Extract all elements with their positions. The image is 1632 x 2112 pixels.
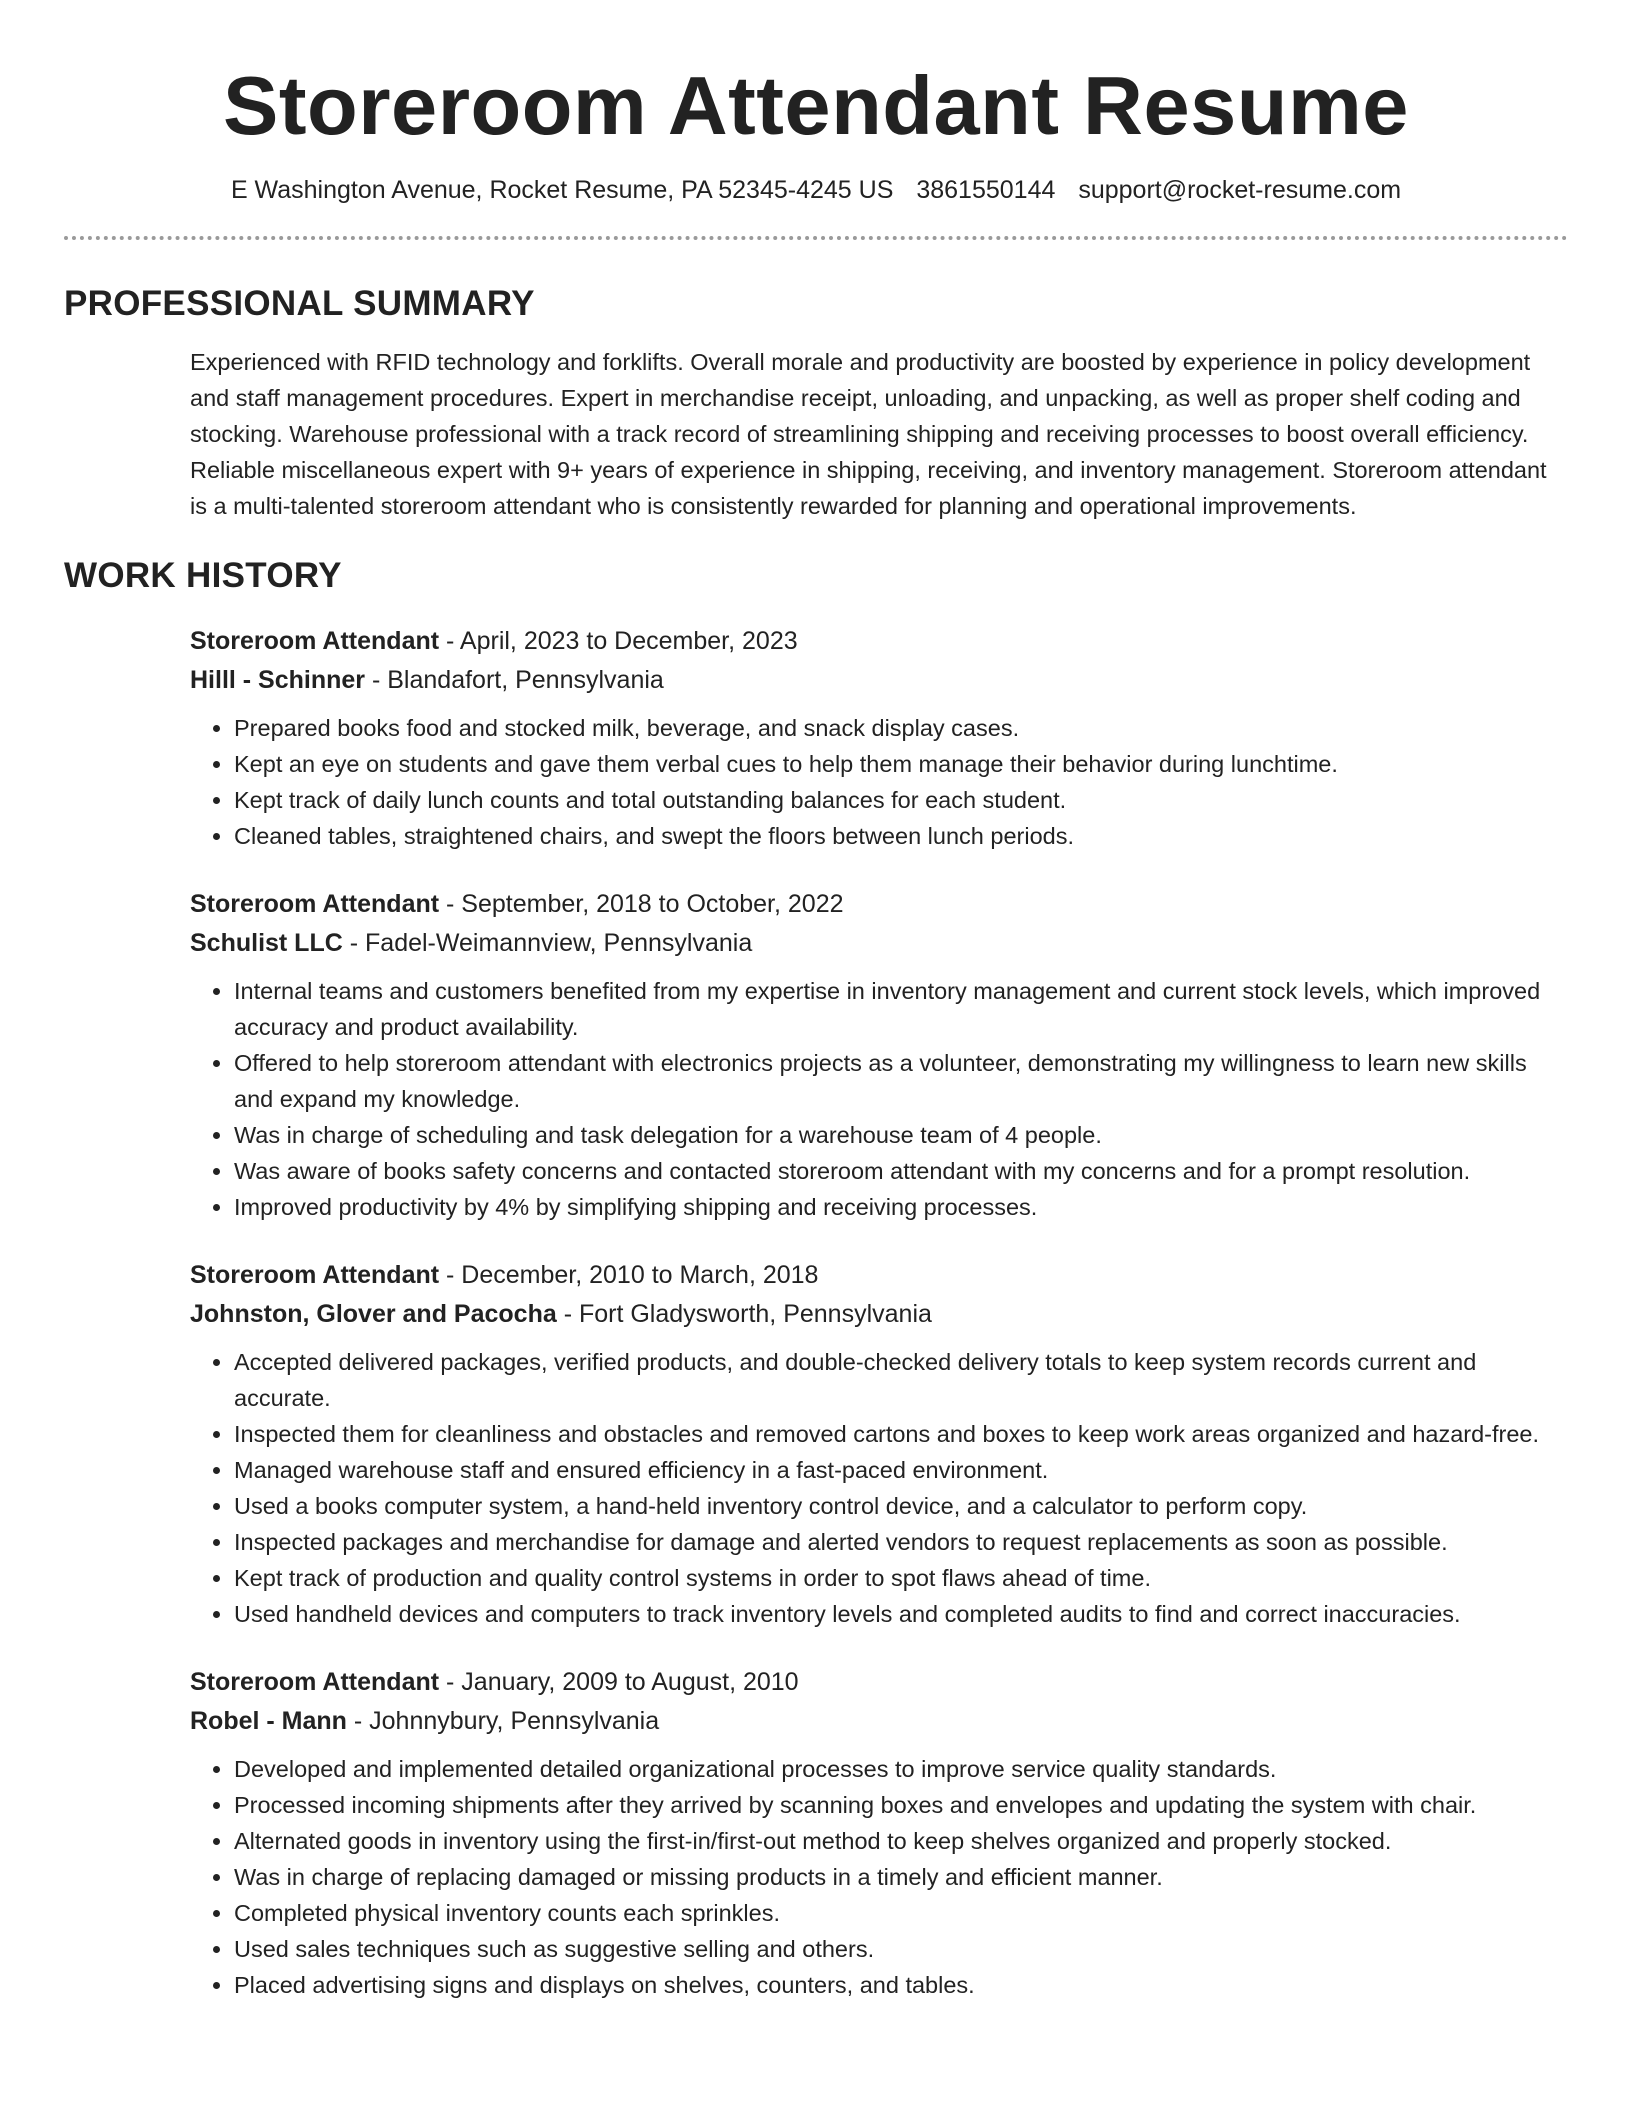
job-bullet: • Inspected them for cleanliness and obstacles and removed cartons and boxes to keep work areas organized and hazard-free. [234, 1416, 1568, 1452]
job-bullet: • Developed and implemented detailed organizational processes to improve service quality standards. [234, 1751, 1568, 1787]
job-role: Storeroom Attendant [190, 1668, 440, 1696]
job-bullets [190, 1751, 1568, 2003]
job-bullet: • Alternated goods in inventory using the first-in/first-out method to keep shelves organized and properly stocked. [234, 1823, 1568, 1859]
job-company-line [190, 924, 1568, 963]
job-role-line [190, 1663, 1568, 1702]
contact-phone: 3861550144 [916, 176, 1056, 204]
job-dates: - January, 2009 to August, 2010 [439, 1668, 799, 1696]
job-role-line [190, 1256, 1568, 1295]
job-bullet: • Was in charge of scheduling and task delegation for a warehouse team of 4 people. [234, 1117, 1568, 1153]
job-company-line [190, 1295, 1568, 1334]
job-bullet: • Was aware of books safety concerns and contacted storeroom attendant with my concerns and for a prompt resolution. [234, 1153, 1568, 1189]
job-company-line [190, 661, 1568, 700]
job-entry [190, 622, 1568, 854]
resume-page [64, 0, 1568, 2003]
job-role-line [190, 885, 1568, 924]
job-bullets [190, 710, 1568, 854]
summary-text: Experienced with RFID technology and forklifts. Overall morale and productivity are boosted by experience in policy development and staff management procedures. Expert in merchandise receipt, unloading, and unpacking, as well as proper shelf coding and stocking. Warehouse professional with a track record of streamlining shipping and receiving processes to boost overall efficiency. Reliable miscellaneous expert with 9+ years of experience in shipping, receiving, and inventory management. Storeroom attendant is a multi-talented storeroom attendant who is consistently rewarded for planning and operational improvements. [190, 349, 1547, 519]
job-entry [190, 1663, 1568, 2003]
job-bullet: • Accepted delivered packages, verified products, and double-checked delivery totals to keep system records current and accurate. [234, 1344, 1568, 1416]
job-bullet: • Used handheld devices and computers to track inventory levels and completed audits to find and correct inaccuracies. [234, 1596, 1568, 1632]
job-bullet: • Prepared books food and stocked milk, beverage, and snack display cases. [234, 710, 1568, 746]
contact-email: support@rocket-resume.com [1078, 176, 1402, 204]
contact-address: E Washington Avenue, Rocket Resume, PA 52345-4245 US [230, 176, 894, 204]
job-bullets [190, 1344, 1568, 1632]
job-role-line [190, 622, 1568, 661]
job-company: Hilll - Schinner [190, 666, 366, 694]
contact-line [64, 174, 1568, 206]
job-company: Schulist LLC [190, 929, 343, 957]
job-company: Johnston, Glover and Pacocha [190, 1300, 557, 1328]
job-location: - Johnnybury, Pennsylvania [346, 1707, 660, 1735]
job-bullet: • Was in charge of replacing damaged or missing products in a timely and efficient manner. [234, 1859, 1568, 1895]
job-bullet: • Offered to help storeroom attendant with electronics projects as a volunteer, demonstrating my willingness to learn new skills and expand my knowledge. [234, 1045, 1568, 1117]
job-dates: - April, 2023 to December, 2023 [439, 627, 798, 655]
job-bullet: • Used a books computer system, a hand-held inventory control device, and a calculator to perform copy. [234, 1488, 1568, 1524]
job-role: Storeroom Attendant [190, 890, 440, 918]
job-role: Storeroom Attendant [190, 1261, 440, 1289]
job-bullet: • Internal teams and customers benefited from my expertise in inventory management and current stock levels, which improved accuracy and product availability. [234, 973, 1568, 1045]
job-bullet: • Completed physical inventory counts each sprinkles. [234, 1895, 1568, 1931]
job-bullet: • Processed incoming shipments after they arrived by scanning boxes and envelopes and updating the system with chair. [234, 1787, 1568, 1823]
job-entry [190, 885, 1568, 1225]
job-entry [190, 1256, 1568, 1632]
job-location: - Fort Gladysworth, Pennsylvania [556, 1300, 932, 1328]
job-bullet: • Cleaned tables, straightened chairs, and swept the floors between lunch periods. [234, 818, 1568, 854]
work-history-heading: WORK HISTORY [64, 556, 342, 595]
job-bullet: • Improved productivity by 4% by simplifying shipping and receiving processes. [234, 1189, 1568, 1225]
job-location: - Blandafort, Pennsylvania [365, 666, 664, 694]
job-bullet: • Inspected packages and merchandise for damage and alerted vendors to request replacements as soon as possible. [234, 1524, 1568, 1560]
resume-title: Storeroom Attendant Resume [223, 59, 1409, 152]
job-company-line [190, 1702, 1568, 1741]
job-company: Robel - Mann [190, 1707, 347, 1735]
job-bullets [190, 973, 1568, 1225]
header-divider [64, 236, 1568, 240]
job-location: - Fadel-Weimannview, Pennsylvania [342, 929, 753, 957]
job-dates: - December, 2010 to March, 2018 [439, 1261, 819, 1289]
job-role: Storeroom Attendant [190, 627, 440, 655]
job-bullet: • Managed warehouse staff and ensured efficiency in a fast-paced environment. [234, 1452, 1568, 1488]
job-bullet: • Placed advertising signs and displays on shelves, counters, and tables. [234, 1967, 1568, 2003]
job-bullet: • Used sales techniques such as suggestive selling and others. [234, 1931, 1568, 1967]
job-dates: - September, 2018 to October, 2022 [439, 890, 844, 918]
job-bullet: • Kept track of daily lunch counts and total outstanding balances for each student. [234, 782, 1568, 818]
summary-heading: PROFESSIONAL SUMMARY [64, 284, 535, 323]
job-bullet: • Kept track of production and quality control systems in order to spot flaws ahead of time. [234, 1560, 1568, 1596]
job-bullet: • Kept an eye on students and gave them verbal cues to help them manage their behavior during lunchtime. [234, 746, 1568, 782]
